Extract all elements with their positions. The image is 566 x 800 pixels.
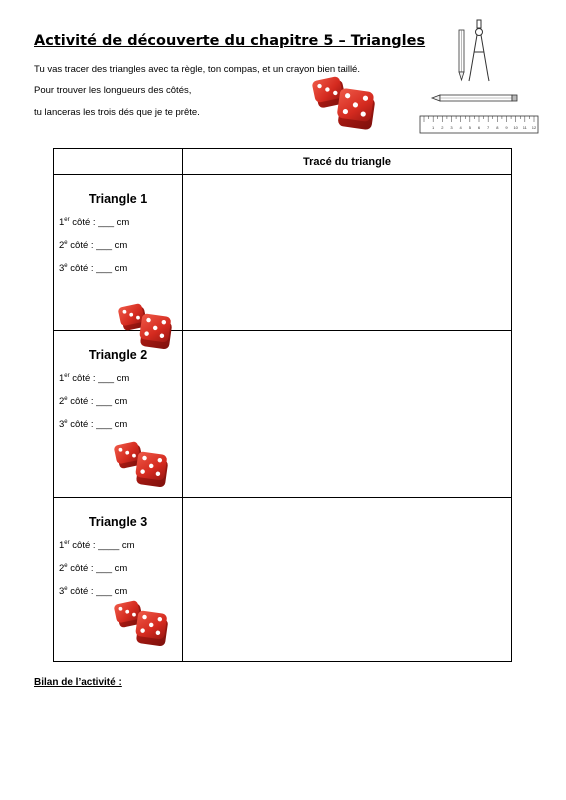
ruler-label: 8 — [496, 125, 499, 130]
triangle-name: Triangle 1 — [88, 192, 148, 206]
triangle-info-cell — [54, 498, 183, 662]
side-length: 3e côté : ___ cm — [59, 586, 128, 598]
triangle-name: Triangle 2 — [88, 348, 148, 362]
side-length: 2e côté : ___ cm — [59, 240, 128, 252]
compass-icon — [469, 20, 489, 81]
ruler-label: 3 — [450, 125, 453, 130]
triangle-table — [53, 148, 512, 662]
pencil-icon — [459, 30, 464, 80]
ruler-label: 6 — [477, 125, 481, 130]
header-trace-cell: Tracé du triangle — [183, 149, 512, 175]
bilan-heading: Bilan de l’activité : — [34, 677, 122, 688]
ruler-label: 12 — [531, 125, 537, 130]
triangle-info-cell — [54, 175, 183, 331]
side-length: 1er côté : ___ cm — [59, 373, 130, 385]
dice-icon — [312, 76, 382, 134]
ruler-label: 1 — [432, 125, 435, 130]
page-title: Activité de découverte du chapitre 5 – Triangles — [34, 33, 426, 49]
side-length: 1er côté : ____ cm — [59, 540, 135, 552]
ruler-label: 5 — [468, 125, 471, 130]
dice-icon — [114, 600, 174, 650]
triangle-drawing-area[interactable] — [183, 498, 512, 662]
intro-line-2: Pour trouver les longueurs des côtés, — [34, 85, 192, 96]
triangle-info-cell — [54, 331, 183, 498]
triangle-drawing-area[interactable] — [183, 331, 512, 498]
header-empty-cell — [54, 149, 183, 175]
side-length: 2e côté : ___ cm — [59, 396, 128, 408]
triangle-name: Triangle 3 — [88, 515, 148, 529]
side-length: 2e côté : ___ cm — [59, 563, 128, 575]
side-length: 3e côté : ___ cm — [59, 263, 128, 275]
ruler-icon — [420, 116, 538, 133]
intro-line-1: Tu vas tracer des triangles avec ta règle, ton compas, et un crayon bien taillé. — [34, 64, 360, 75]
ruler-label: 9 — [505, 125, 508, 130]
pencil-horizontal-icon — [432, 95, 517, 101]
intro-line-3: tu lanceras les trois dés que je te prête. — [34, 107, 200, 118]
ruler-label: 7 — [487, 125, 490, 130]
dice-icon — [114, 441, 174, 491]
drawing-tools-illustration — [418, 18, 540, 138]
triangle-drawing-area[interactable] — [183, 175, 512, 331]
ruler-label: 10 — [513, 125, 518, 130]
ruler-label: 11 — [522, 125, 527, 130]
ruler-label: 2 — [441, 125, 444, 130]
side-length: 3e côté : ___ cm — [59, 419, 128, 431]
ruler-label: 4 — [459, 125, 462, 130]
side-length: 1er côté : ___ cm — [59, 217, 130, 229]
